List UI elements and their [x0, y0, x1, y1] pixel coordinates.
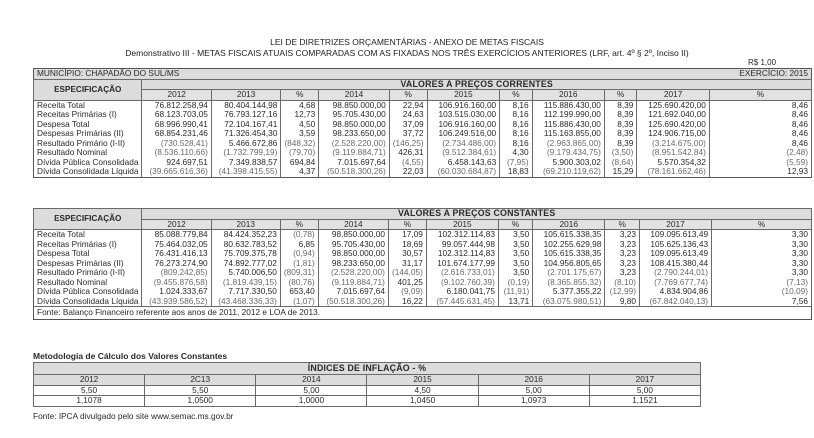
- value-cell: 102.255.629,98: [533, 240, 605, 250]
- value-cell: (1,07): [280, 297, 318, 307]
- col-2014: 2014: [319, 90, 389, 101]
- row-label: Resultado Nominal: [34, 148, 142, 158]
- value-cell: 74.892.777,02: [211, 259, 280, 269]
- value-cell: 115.886.430,00: [532, 120, 604, 130]
- methodology-title: Metodologia de Cálculo dos Valores Constantes: [33, 351, 228, 361]
- inflation-years-row: [34, 375, 701, 386]
- value-cell: 76.273.274,90: [142, 259, 211, 269]
- value-cell: (11,91): [498, 287, 532, 297]
- value-cell: 103.515.030,00: [427, 110, 500, 120]
- value-cell: 3,23: [605, 249, 640, 259]
- currency-unit: R$ 1,00: [748, 58, 777, 67]
- value-cell: (57.445.631,45): [426, 297, 498, 307]
- value-cell: (8.365.855,32): [533, 278, 605, 288]
- value-cell: 22,03: [389, 167, 427, 177]
- col-2016: 2016: [532, 90, 604, 101]
- value-cell: (63.075.980,51): [533, 297, 605, 307]
- value-cell: 3,30: [712, 240, 812, 250]
- value-cell: 3,30: [712, 249, 812, 259]
- col-pct: %: [604, 90, 636, 101]
- value-cell: 6.180.041,75: [426, 287, 498, 297]
- row-label: Receitas Primárias (I): [34, 110, 142, 120]
- value-cell: 72.104.167,41: [211, 120, 280, 130]
- value-cell: 7,56: [712, 297, 812, 307]
- constantes-section-header: VALORES A PREÇOS CONSTANTES: [142, 209, 812, 220]
- value-cell: (60.030.684,87): [427, 167, 500, 177]
- inflation-factor-cell: 1,0000: [256, 396, 367, 407]
- value-cell: (2,48): [709, 148, 811, 158]
- value-cell: 68.996.990,41: [142, 120, 211, 130]
- value-cell: 109.095.613,49: [639, 230, 711, 240]
- value-cell: 3,23: [605, 268, 640, 278]
- spec-header: ESPECIFICAÇÃO: [34, 79, 142, 100]
- value-cell: 12,93: [709, 167, 811, 177]
- inflation-year-cell: 2015: [367, 375, 478, 386]
- value-cell: 8,39: [604, 110, 636, 120]
- value-cell: 8,16: [500, 110, 532, 120]
- value-cell: (9.512.384,61): [427, 148, 500, 158]
- value-cell: 71.326.454,30: [211, 129, 280, 139]
- value-cell: (2.528.220,00): [318, 268, 388, 278]
- value-cell: 653,40: [280, 287, 318, 297]
- value-cell: 3,23: [605, 240, 640, 250]
- col-2013: 2013: [211, 90, 280, 101]
- value-cell: 84.424.352,23: [211, 230, 280, 240]
- value-cell: 106.916.160,00: [427, 100, 500, 110]
- value-cell: 95.705.430,00: [318, 240, 388, 250]
- inflation-year-cell: 2017: [589, 375, 700, 386]
- row-label: Resultado Primário (I-II): [34, 268, 142, 278]
- value-cell: 18,83: [500, 167, 532, 177]
- year-header-row: [34, 219, 812, 230]
- value-cell: 5.570.354,32: [637, 158, 710, 168]
- value-cell: 125.690.420,00: [637, 100, 710, 110]
- value-cell: 106.249.516,00: [427, 129, 500, 139]
- value-cell: 16,22: [388, 297, 426, 307]
- correntes-section-header: VALORES A PREÇOS CORRENTES: [142, 79, 812, 90]
- inflation-rate-cell: 4,50: [367, 385, 478, 396]
- value-cell: 98.850.000,00: [318, 249, 388, 259]
- value-cell: 80.404.144,98: [211, 100, 280, 110]
- inflation-rate-cell: 5,50: [145, 385, 256, 396]
- table-row: [34, 167, 812, 177]
- value-cell: 4,30: [500, 148, 532, 158]
- col-2012: 2012: [142, 90, 211, 101]
- value-cell: 95.705.430,00: [319, 110, 389, 120]
- value-cell: 4.834.904,86: [639, 287, 711, 297]
- value-cell: (809.242,85): [142, 268, 211, 278]
- value-cell: (39.665.616,36): [142, 167, 211, 177]
- value-cell: (78.161.662,46): [637, 167, 710, 177]
- value-cell: 105.615.338,35: [533, 249, 605, 259]
- value-cell: (0,94): [280, 249, 318, 259]
- constantes-source-note: Fonte: Balanço Financeiro referente aos anos de 2011, 2012 e LOA de 2013.: [37, 307, 321, 318]
- value-cell: 15,29: [604, 167, 636, 177]
- value-cell: 85.088.779,84: [142, 230, 211, 240]
- value-cell: 22,94: [389, 100, 427, 110]
- col-pct: %: [498, 219, 532, 230]
- value-cell: 108.415.380,44: [639, 259, 711, 269]
- value-cell: 3,50: [498, 268, 532, 278]
- value-cell: (43.939.586,52): [142, 297, 211, 307]
- inflation-rate-cell: 5,00: [256, 385, 367, 396]
- inflation-rate-cell: 5,00: [589, 385, 700, 396]
- municipio-label: MUNICÍPIO: CHAPADÃO DO SUL/MS: [37, 68, 180, 78]
- value-cell: 80.632.783,52: [211, 240, 280, 250]
- value-cell: 3,50: [498, 259, 532, 269]
- value-cell: 98.233.650,00: [319, 129, 389, 139]
- value-cell: (8.951.542,84): [637, 148, 710, 158]
- value-cell: (9,09): [388, 287, 426, 297]
- value-cell: 76.812.258,94: [142, 100, 211, 110]
- value-cell: 8,46: [709, 139, 811, 149]
- value-cell: 17,09: [388, 230, 426, 240]
- value-cell: 5.740.006,50: [211, 268, 280, 278]
- value-cell: 8,16: [500, 139, 532, 149]
- value-cell: 8,39: [604, 129, 636, 139]
- value-cell: 8,16: [500, 120, 532, 130]
- inflation-factor-cell: 1,0450: [367, 396, 478, 407]
- value-cell: (8.536.110,66): [142, 148, 211, 158]
- value-cell: 98.850.000,00: [318, 230, 388, 240]
- value-cell: (4,55): [389, 158, 427, 168]
- spec-header: ESPECIFICAÇÃO: [34, 209, 142, 230]
- value-cell: 106.916.160,00: [427, 120, 500, 130]
- value-cell: 109.095.613,49: [639, 249, 711, 259]
- value-cell: 7.015.697,64: [319, 158, 389, 168]
- inflation-rate-cell: 5,50: [34, 385, 145, 396]
- inflation-factors-row: [34, 396, 701, 407]
- value-cell: (67.842.040,13): [639, 297, 711, 307]
- value-cell: 98.850.000,00: [319, 120, 389, 130]
- col-2013: 2013: [211, 219, 280, 230]
- inflation-factor-cell: 1,1521: [589, 396, 700, 407]
- value-cell: 18,69: [388, 240, 426, 250]
- value-cell: 426,31: [389, 148, 427, 158]
- constantes-rows: [34, 230, 812, 307]
- inflation-factor-cell: 1,0973: [478, 396, 589, 407]
- value-cell: (10,09): [712, 287, 812, 297]
- value-cell: (7,13): [712, 278, 812, 288]
- row-label: Receita Total: [34, 100, 142, 110]
- value-cell: 24,63: [389, 110, 427, 120]
- inflation-year-cell: 2014: [256, 375, 367, 386]
- value-cell: 112.199.990,00: [532, 110, 604, 120]
- value-cell: (2.734.486,00): [427, 139, 500, 149]
- value-cell: 3,30: [712, 230, 812, 240]
- value-cell: 8,16: [500, 129, 532, 139]
- inflation-year-cell: 2012: [34, 375, 145, 386]
- inflation-year-cell: 2C13: [145, 375, 256, 386]
- value-cell: 12,73: [281, 110, 319, 120]
- value-cell: 8,46: [709, 120, 811, 130]
- value-cell: 694,84: [281, 158, 319, 168]
- value-cell: 68.123.703,05: [142, 110, 211, 120]
- col-pct: %: [605, 219, 640, 230]
- row-label: Despesas Primárias (II): [34, 259, 142, 269]
- value-cell: (5,59): [709, 158, 811, 168]
- value-cell: (9.102.760,39): [426, 278, 498, 288]
- value-cell: (3,50): [604, 148, 636, 158]
- value-cell: (848,32): [281, 139, 319, 149]
- value-cell: (50.518.300,26): [318, 297, 388, 307]
- value-cell: 5.466.672,86: [211, 139, 280, 149]
- row-label: Resultado Primário (I-II): [34, 139, 142, 149]
- table-row: [34, 297, 812, 307]
- value-cell: (7.769.677,74): [639, 278, 711, 288]
- value-cell: 105.625.136,43: [639, 240, 711, 250]
- value-cell: 37,72: [389, 129, 427, 139]
- value-cell: 115.163.855,00: [532, 129, 604, 139]
- col-2015: 2015: [426, 219, 498, 230]
- col-2017: 2017: [637, 90, 710, 101]
- value-cell: (730.528,41): [142, 139, 211, 149]
- row-label: Dívida Consolidada Líquida: [34, 167, 142, 177]
- value-cell: 3,59: [281, 129, 319, 139]
- value-cell: (9.119.884,71): [318, 278, 388, 288]
- value-cell: (2.616.733,01): [426, 268, 498, 278]
- value-cell: (8,64): [604, 158, 636, 168]
- value-cell: (9.179.434,75): [532, 148, 604, 158]
- inflation-factor-cell: 1,0500: [145, 396, 256, 407]
- col-2017: 2017: [639, 219, 711, 230]
- value-cell: (809,31): [280, 268, 318, 278]
- value-cell: (2.963.865,00): [532, 139, 604, 149]
- value-cell: 105.615.338,35: [533, 230, 605, 240]
- value-cell: 6,85: [280, 240, 318, 250]
- value-cell: (2.790.244,01): [639, 268, 711, 278]
- value-cell: (79,70): [281, 148, 319, 158]
- col-pct: %: [712, 219, 812, 230]
- value-cell: 75.709.375,78: [211, 249, 280, 259]
- value-cell: 115.886.430,00: [532, 100, 604, 110]
- value-cell: 3,23: [605, 259, 640, 269]
- value-cell: 98.850.000,00: [319, 100, 389, 110]
- value-cell: 3,23: [605, 230, 640, 240]
- value-cell: 124.906.715,00: [637, 129, 710, 139]
- value-cell: 8,16: [500, 100, 532, 110]
- value-cell: 68.854.231,46: [142, 129, 211, 139]
- inflation-source-note: Fonte: IPCA divulgado pelo site www.semac.ms.gov.br: [33, 411, 234, 421]
- value-cell: (41.398.415,55): [211, 167, 280, 177]
- value-cell: (69.210.119,62): [532, 167, 604, 177]
- value-cell: 102.312.114,83: [426, 230, 498, 240]
- value-cell: 75.464.032,05: [142, 240, 211, 250]
- inflation-table: [33, 362, 701, 407]
- value-cell: (146,25): [389, 139, 427, 149]
- value-cell: 76.793.127,16: [211, 110, 280, 120]
- value-cell: 101.674.177,99: [426, 259, 498, 269]
- col-2012: 2012: [142, 219, 211, 230]
- value-cell: 7.349.838,57: [211, 158, 280, 168]
- value-cell: (9.455.876,58): [142, 278, 211, 288]
- value-cell: 6.458.143,63: [427, 158, 500, 168]
- value-cell: 8,46: [709, 129, 811, 139]
- inflation-header: ÍNDICES DE INFLAÇÃO - %: [34, 363, 701, 375]
- value-cell: (9.119.884,71): [319, 148, 389, 158]
- inflation-rates-row: [34, 385, 701, 396]
- row-label: Despesa Total: [34, 249, 142, 259]
- row-label: Dívida Pública Consolidada: [34, 287, 142, 297]
- col-pct: %: [281, 90, 319, 101]
- value-cell: 8,39: [604, 139, 636, 149]
- row-label: Despesa Total: [34, 120, 142, 130]
- row-label: Receitas Primárias (I): [34, 240, 142, 250]
- value-cell: 4,37: [281, 167, 319, 177]
- col-2014: 2014: [318, 219, 388, 230]
- value-cell: 3,30: [712, 268, 812, 278]
- value-cell: 125.690.420,00: [637, 120, 710, 130]
- value-cell: 4,50: [281, 120, 319, 130]
- value-cell: (1.732.799,19): [211, 148, 280, 158]
- col-pct: %: [709, 90, 811, 101]
- value-cell: 102.312.114,83: [426, 249, 498, 259]
- row-label: Dívida Consolidada Líquida: [34, 297, 142, 307]
- value-cell: (144,05): [388, 268, 426, 278]
- document-subtitle: Demonstrativo III - METAS FISCAIS ATUAIS COMPARADAS COM AS FIXADAS NOS TRÊS EXERCÍCIOS ANTERIORES (LRF, art. 4º § 2º, Inciso II): [125, 48, 689, 58]
- value-cell: (1.819.439,15): [211, 278, 280, 288]
- value-cell: (2.701.175,67): [533, 268, 605, 278]
- value-cell: 1.024.333,67: [142, 287, 211, 297]
- value-cell: 7.015.697,64: [318, 287, 388, 297]
- col-2016: 2016: [533, 219, 605, 230]
- value-cell: 98.233.650,00: [318, 259, 388, 269]
- value-cell: (2.528.220,00): [319, 139, 389, 149]
- value-cell: 7.717.330,50: [211, 287, 280, 297]
- row-label: Receita Total: [34, 230, 142, 240]
- value-cell: 3,50: [498, 249, 532, 259]
- value-cell: (1,81): [280, 259, 318, 269]
- col-pct: %: [280, 219, 318, 230]
- document-title: LEI DE DIRETRIZES ORÇAMENTÁRIAS - ANEXO DE METAS FISCAIS: [270, 37, 544, 47]
- constantes-table: [33, 208, 812, 320]
- value-cell: 3,50: [498, 230, 532, 240]
- correntes-table: [33, 68, 812, 178]
- row-label: Resultado Nominal: [34, 278, 142, 288]
- value-cell: (0,19): [498, 278, 532, 288]
- value-cell: 401,25: [388, 278, 426, 288]
- value-cell: (43.468.336,33): [211, 297, 280, 307]
- value-cell: (8,10): [605, 278, 640, 288]
- value-cell: (12,99): [605, 287, 640, 297]
- value-cell: 8,46: [709, 110, 811, 120]
- value-cell: 121.692.040,00: [637, 110, 710, 120]
- col-2015: 2015: [427, 90, 500, 101]
- row-label: Dívida Pública Consolidada: [34, 158, 142, 168]
- value-cell: 37,09: [389, 120, 427, 130]
- value-cell: 8,46: [709, 100, 811, 110]
- value-cell: 30,57: [388, 249, 426, 259]
- value-cell: 76.431.416,13: [142, 249, 211, 259]
- col-pct: %: [389, 90, 427, 101]
- value-cell: 13,71: [498, 297, 532, 307]
- value-cell: 3,50: [498, 240, 532, 250]
- value-cell: 8,39: [604, 100, 636, 110]
- value-cell: 9,80: [605, 297, 640, 307]
- inflation-factor-cell: 1,1078: [34, 396, 145, 407]
- value-cell: 5.900.303,02: [532, 158, 604, 168]
- inflation-rate-cell: 5,00: [478, 385, 589, 396]
- value-cell: (80,76): [280, 278, 318, 288]
- col-pct: %: [500, 90, 532, 101]
- value-cell: 104.956.805,65: [533, 259, 605, 269]
- inflation-year-cell: 2016: [478, 375, 589, 386]
- year-header-row: [34, 90, 812, 101]
- table-row: [34, 230, 812, 240]
- value-cell: 31,17: [388, 259, 426, 269]
- value-cell: (50.518.300,26): [319, 167, 389, 177]
- value-cell: 3,30: [712, 259, 812, 269]
- value-cell: (7,95): [500, 158, 532, 168]
- col-pct: %: [388, 219, 426, 230]
- value-cell: (3.214.675,00): [637, 139, 710, 149]
- value-cell: 4,68: [281, 100, 319, 110]
- value-cell: 8,39: [604, 120, 636, 130]
- exercicio-label: EXERCÍCIO: 2015: [739, 68, 808, 78]
- correntes-rows: [34, 100, 812, 177]
- value-cell: (0,78): [280, 230, 318, 240]
- value-cell: 924.697,51: [142, 158, 211, 168]
- row-label: Despesas Primárias (II): [34, 129, 142, 139]
- value-cell: 99.057.444,98: [426, 240, 498, 250]
- value-cell: 5.377.355,22: [533, 287, 605, 297]
